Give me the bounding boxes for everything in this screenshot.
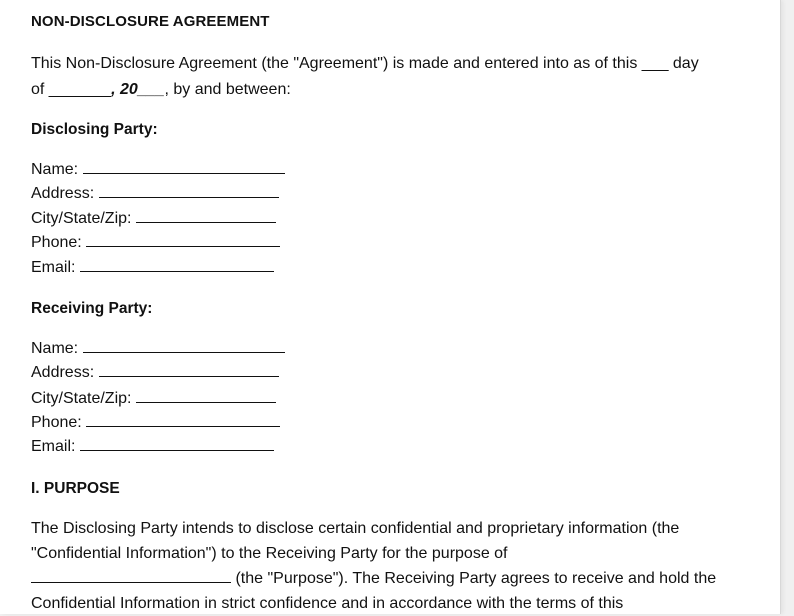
disclosing-phone-field[interactable] — [31, 233, 280, 253]
receiving-party-heading: Receiving Party: — [31, 300, 153, 317]
intro-line-2 — [31, 77, 291, 102]
field-label: Phone: — [31, 234, 82, 251]
field-label: Phone: — [31, 414, 82, 431]
disclosing-name-field[interactable] — [31, 160, 285, 180]
receiving-phone-field[interactable] — [31, 413, 280, 433]
address-blank-line[interactable] — [99, 363, 279, 377]
field-label: Name: — [31, 161, 79, 178]
purpose-blank-line[interactable] — [31, 568, 231, 583]
disclosing-city-state-zip-field[interactable] — [31, 209, 276, 229]
receiving-address-field[interactable] — [31, 363, 279, 383]
document-title: NON-DISCLOSURE AGREEMENT — [31, 13, 270, 30]
receiving-city-state-zip-field[interactable] — [31, 389, 276, 409]
purpose-line-3-suffix: (the "Purpose"). The Receiving Party agrees to receive and hold the — [235, 570, 717, 587]
receiving-name-field[interactable] — [31, 339, 285, 359]
intro-line-1: This Non-Disclosure Agreement (the "Agreement") is made and entered into as of this ___ day — [31, 55, 699, 72]
purpose-line-4: Confidential Information in strict confidence and in accordance with the terms of this — [31, 595, 624, 612]
intro-line-2-suffix: , by and between: — [164, 81, 291, 98]
purpose-line-1: The Disclosing Party intends to disclose certain confidential and proprietary information (the — [31, 520, 680, 537]
field-label: Email: — [31, 259, 76, 276]
phone-blank-line[interactable] — [86, 413, 280, 427]
receiving-email-field[interactable] — [31, 437, 274, 457]
city-state-zip-blank-line[interactable] — [136, 209, 276, 223]
field-label: City/State/Zip: — [31, 390, 132, 407]
purpose-line-2: "Confidential Information") to the Receiving Party for the purpose of — [31, 545, 508, 562]
disclosing-address-field[interactable] — [31, 184, 279, 204]
field-label: Address: — [31, 364, 95, 381]
field-label: Name: — [31, 340, 79, 357]
phone-blank-line[interactable] — [86, 233, 280, 247]
name-blank-line[interactable] — [83, 339, 285, 353]
field-label: City/State/Zip: — [31, 210, 132, 227]
address-blank-line[interactable] — [99, 184, 279, 198]
purpose-line-3 — [31, 566, 716, 591]
intro-year-blank: , 20___ — [111, 81, 165, 98]
field-label: Email: — [31, 438, 76, 455]
disclosing-email-field[interactable] — [31, 258, 274, 278]
email-blank-line[interactable] — [80, 258, 274, 272]
city-state-zip-blank-line[interactable] — [136, 389, 276, 403]
email-blank-line[interactable] — [80, 437, 274, 451]
intro-line-2-prefix: of _______ — [31, 81, 112, 98]
name-blank-line[interactable] — [83, 160, 285, 174]
field-label: Address: — [31, 185, 95, 202]
disclosing-party-heading: Disclosing Party: — [31, 121, 158, 138]
purpose-heading: I. PURPOSE — [31, 480, 120, 497]
